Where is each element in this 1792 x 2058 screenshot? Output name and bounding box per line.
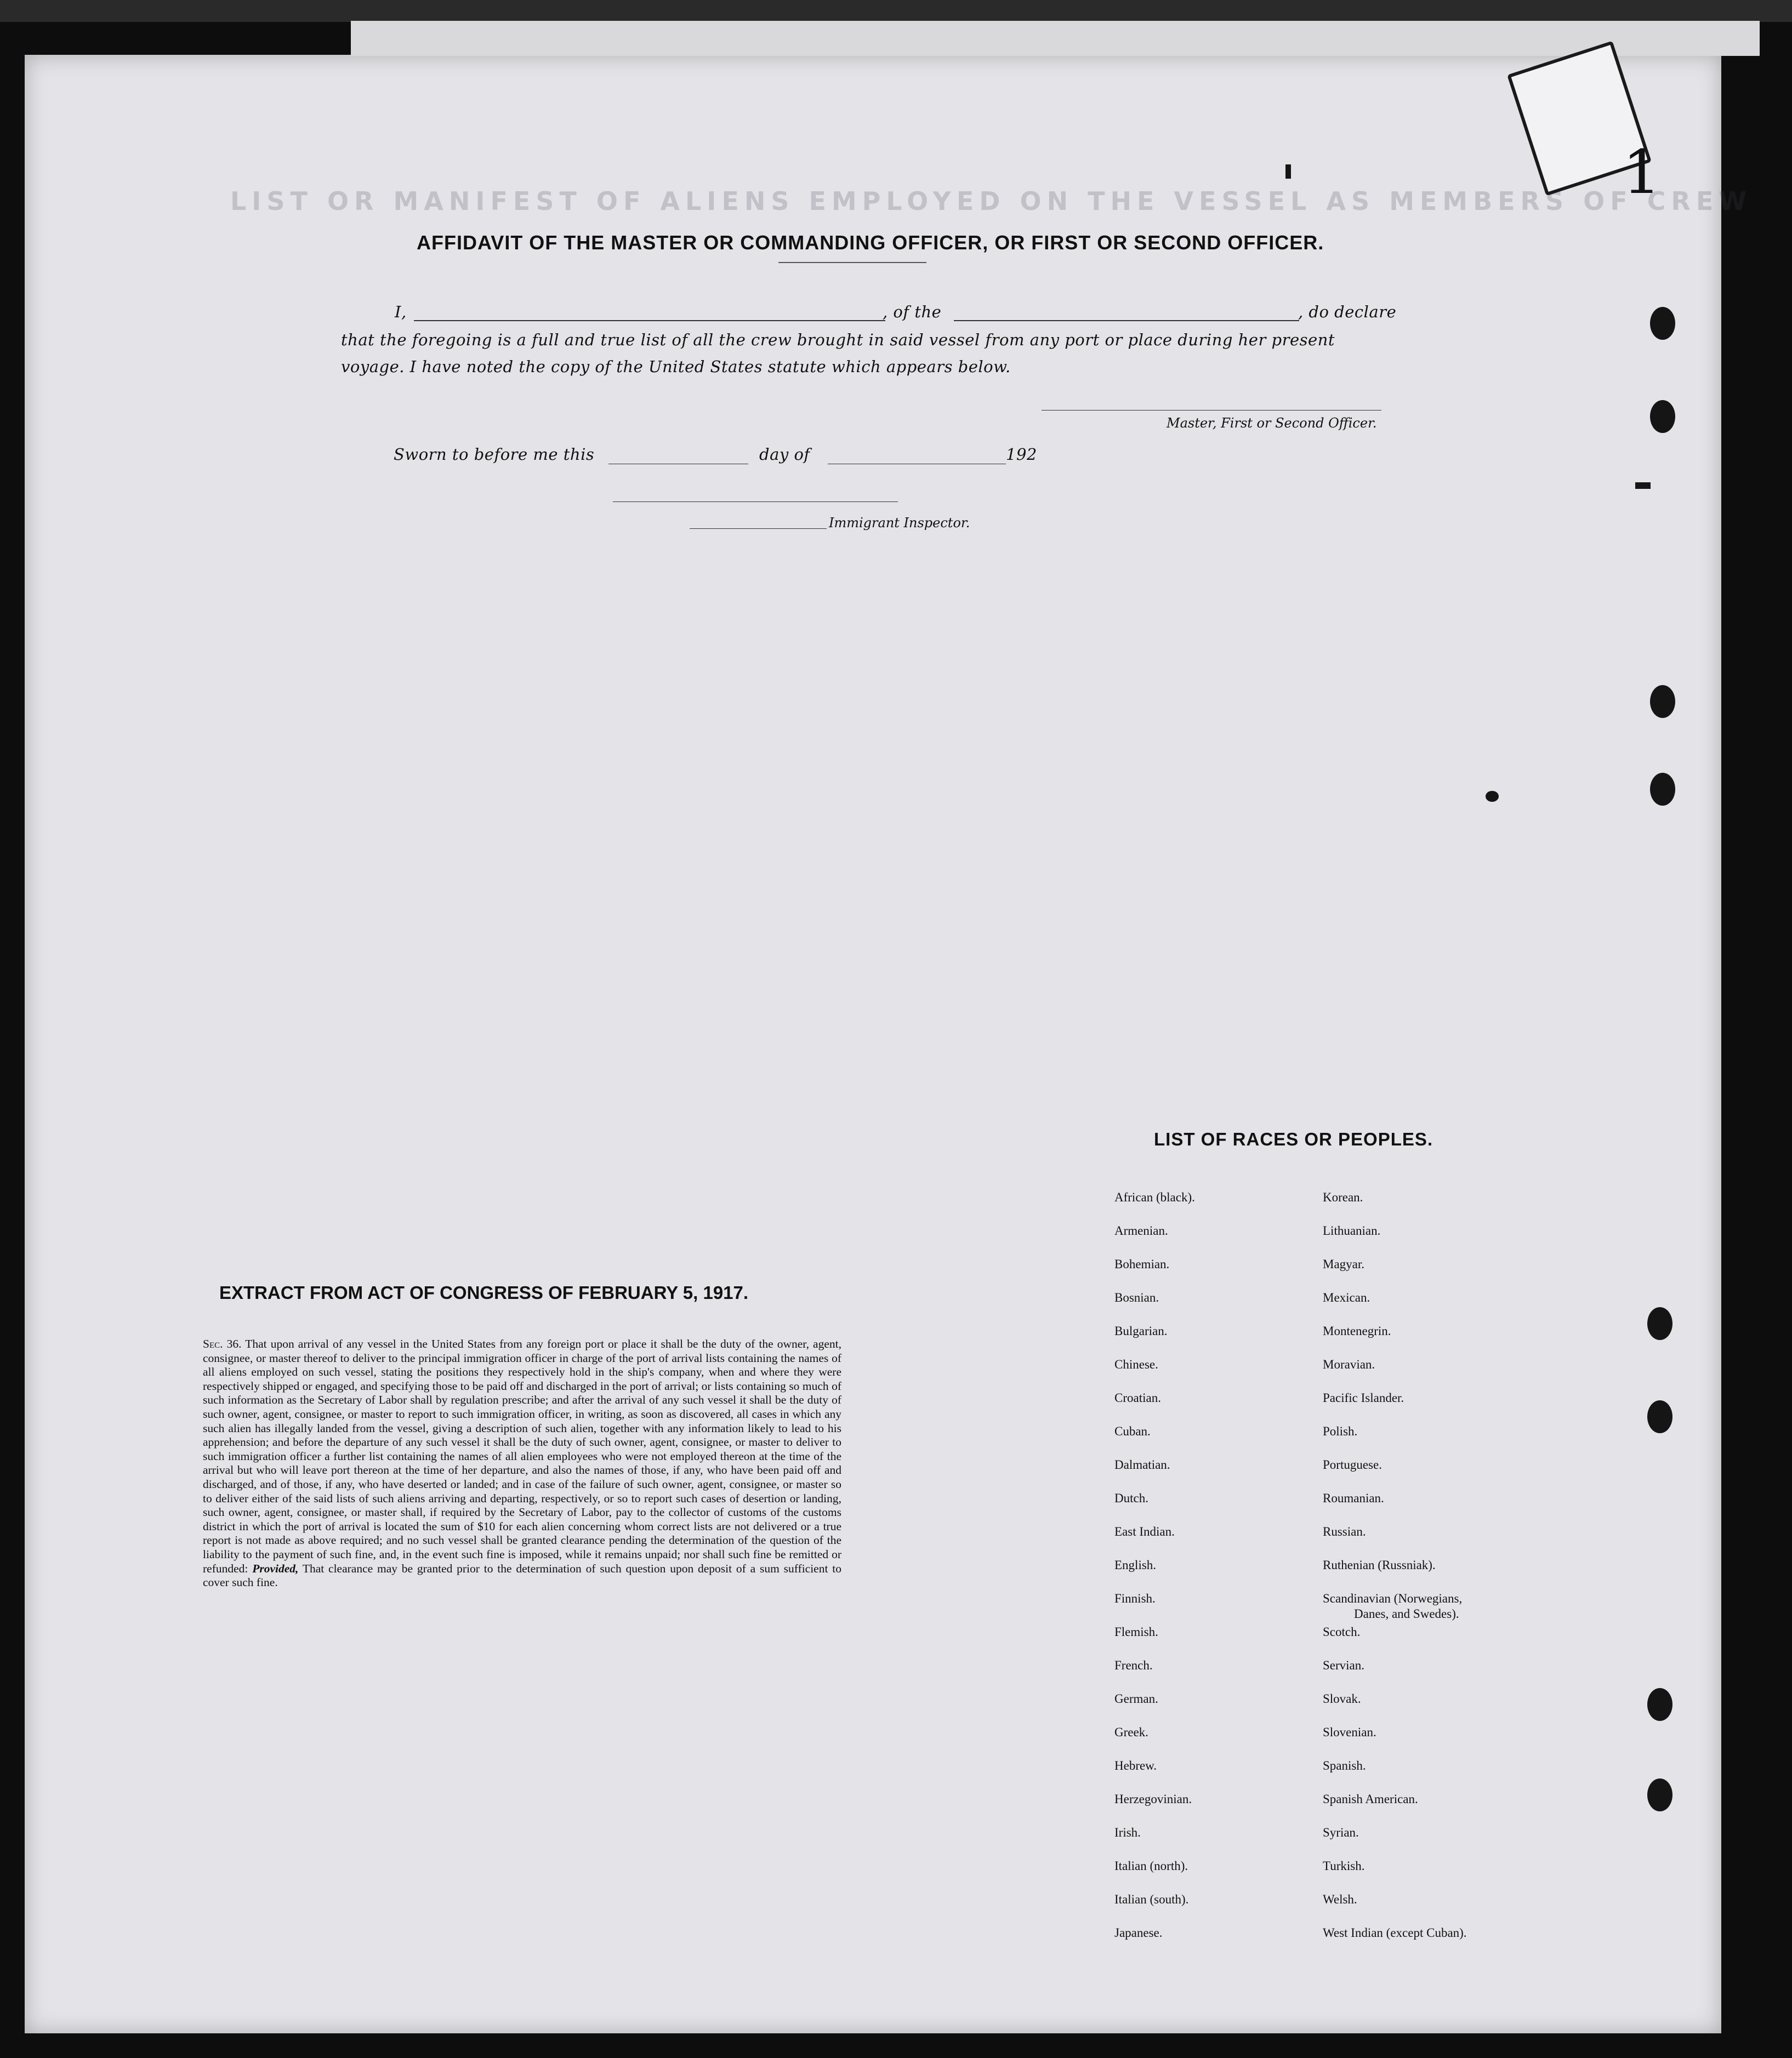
punch-hole [1650,685,1675,718]
race-item: English. [1114,1558,1157,1572]
race-item: Syrian. [1323,1826,1359,1839]
races-title: LIST OF RACES OR PEOPLES. [1154,1129,1433,1149]
race-item: Dutch. [1114,1491,1148,1505]
affidavit-line3: voyage. I have noted the copy of the United States statute which appears below. [341,357,1011,376]
race-item: Ruthenian (Russniak). [1323,1558,1436,1572]
race-item: Armenian. [1114,1224,1168,1238]
punch-hole [1647,1688,1672,1721]
race-item: Lithuanian. [1323,1224,1381,1238]
race-item: Montenegrin. [1323,1324,1391,1338]
punch-hole [1647,1400,1672,1433]
name-blank[interactable] [414,320,885,321]
race-item: Flemish. [1114,1625,1158,1639]
race-item: Welsh. [1323,1892,1357,1906]
sworn-year: 192 [1006,445,1037,464]
race-item: Servian. [1323,1658,1365,1672]
race-item: Italian (north). [1114,1859,1188,1873]
race-item: Japanese. [1114,1926,1163,1940]
race-item: Mexican. [1323,1291,1370,1304]
page-top-strip [351,21,1760,56]
race-item: West Indian (except Cuban). [1323,1926,1467,1940]
corner-number: 1 [1623,137,1661,207]
affidavit-line1-of-the: , of the [883,303,942,321]
race-item: Turkish. [1323,1859,1365,1873]
race-item: Cuban. [1114,1424,1151,1438]
master-signature-label: Master, First or Second Officer. [1167,415,1377,431]
ink-mark [1486,791,1499,802]
race-item: Spanish American. [1323,1792,1418,1806]
race-item: Slovak. [1323,1692,1361,1706]
affidavit-line1-i: I, [395,303,407,321]
punch-hole [1650,307,1675,340]
race-item: Irish. [1114,1826,1141,1839]
inspector-signature-blank[interactable] [690,528,827,529]
scan-edge-top [0,0,1792,22]
affidavit-title: AFFIDAVIT OF THE MASTER OR COMMANDING OFFICER, OR FIRST OR SECOND OFFICER. [417,231,1324,254]
extract-title: EXTRACT FROM ACT OF CONGRESS OF FEBRUARY 5, 1917. [219,1282,749,1303]
race-item: African (black). [1114,1190,1195,1204]
punch-hole [1647,1307,1672,1340]
race-item: Hebrew. [1114,1759,1157,1772]
extract-text-part2: That clearance may be granted prior to the determination of such question upon deposit of a sum sufficient to cover such fine. [203,1561,841,1589]
race-item: Korean. [1323,1190,1363,1204]
race-item: French. [1114,1658,1153,1672]
race-item: German. [1114,1692,1158,1706]
bleed-through-text: LIST OR MANIFEST OF ALIENS EMPLOYED ON THE VESSEL AS MEMBERS OF CREW [230,186,1753,216]
race-item: Bohemian. [1114,1257,1170,1271]
race-item: Magyar. [1323,1257,1365,1271]
race-item: Italian (south). [1114,1892,1189,1906]
race-item: Bulgarian. [1114,1324,1168,1338]
race-item: East Indian. [1114,1525,1175,1538]
race-item: Dalmatian. [1114,1458,1170,1472]
race-item: Bosnian. [1114,1291,1159,1304]
race-item: Spanish. [1323,1759,1366,1772]
race-item: Pacific Islander. [1323,1391,1404,1405]
race-item: Moravian. [1323,1358,1375,1371]
provided-word: Provided, [252,1561,299,1575]
race-item: Danes, and Swedes). [1354,1607,1459,1621]
race-item: Russian. [1323,1525,1366,1538]
master-signature-blank[interactable] [1042,410,1381,411]
ink-mark [1635,482,1651,489]
race-item: Polish. [1323,1424,1358,1438]
sworn-prefix: Sworn to before me this [394,445,595,464]
extract-text [203,1337,841,1590]
race-item: Slovenian. [1323,1725,1376,1739]
race-item: Portuguese. [1323,1458,1382,1472]
ink-mark [1285,164,1291,179]
punch-hole [1647,1778,1672,1811]
extract-text-part1: That upon arrival of any vessel in the United States from any foreign port or place it shall be the duty of the owner, agent, consignee, or master thereof to deliver to the principal immigration officer in charge of the port of arrival lists containing the names of all aliens employed on such vessel, stating the positions they respectively hold in the ship's company, when and where they were respectively shipped or engaged, and specifying those to be paid off and discharged in the port of arrival; or lists containing so much of such information as the Secretary of Labor shall by regulation prescribe; and after the arrival of any such vessel it shall be the duty of such owner, agent, consignee, or master to report to such immigration officer, in writing, as soon as discovered, all cases in which any such alien has illegally landed from the vessel, giving a description of such alien, together with any information likely to lead to his apprehension; and before the departure of any such vessel it shall be the duty of such owner, agent, consignee, or master to deliver to such immigration officer a further list containing the names of all alien employees who were not employed thereon at the time of the arrival but who will leave port thereon at the time of her departure, and also the names of those, if any, who have been paid off and discharged, and of those, if any, who have deserted or landed; and in case of the failure of such owner, agent, consignee, or master so to deliver either of the said lists of such aliens arriving and departing, respectively, or so to report such cases of desertion or landing, such owner, agent, consignee, or master shall, if required by the Secretary of Labor, pay to the collector of customs of the customs district in which the port of arrival is located the sum of $10 for each alien concerning whom correct lists are not delivered or a true report is not made as above required; and no such vessel shall be granted clearance pending the determination of the question of the liability to the payment of such fine, and, in the event such fine is imposed, while it remains unpaid; nor shall such fine be remitted or refunded: [203,1337,841,1575]
sworn-day-of: day of [759,445,810,464]
race-item: Greek. [1114,1725,1148,1739]
section-label: Sec. 36. [203,1337,242,1350]
title-rule [778,262,926,263]
document-page [25,55,1753,2033]
punch-hole [1650,400,1675,433]
punch-hole [1650,773,1675,806]
affidavit-line2: that the foregoing is a full and true list of all the crew brought in said vessel from any port or place during her present [341,330,1335,349]
race-item: Chinese. [1114,1358,1158,1371]
race-item: Finnish. [1114,1592,1156,1605]
race-item: Herzegovinian. [1114,1792,1192,1806]
inspector-rule-upper [613,501,898,502]
race-item: Croatian. [1114,1391,1161,1405]
race-item: Scandinavian (Norwegians, [1323,1592,1463,1605]
race-item: Scotch. [1323,1625,1361,1639]
vessel-blank[interactable] [954,320,1299,321]
inspector-label: Immigrant Inspector. [829,515,970,531]
affidavit-line1-do-declare: , do declare [1298,303,1397,321]
race-item: Roumanian. [1323,1491,1384,1505]
